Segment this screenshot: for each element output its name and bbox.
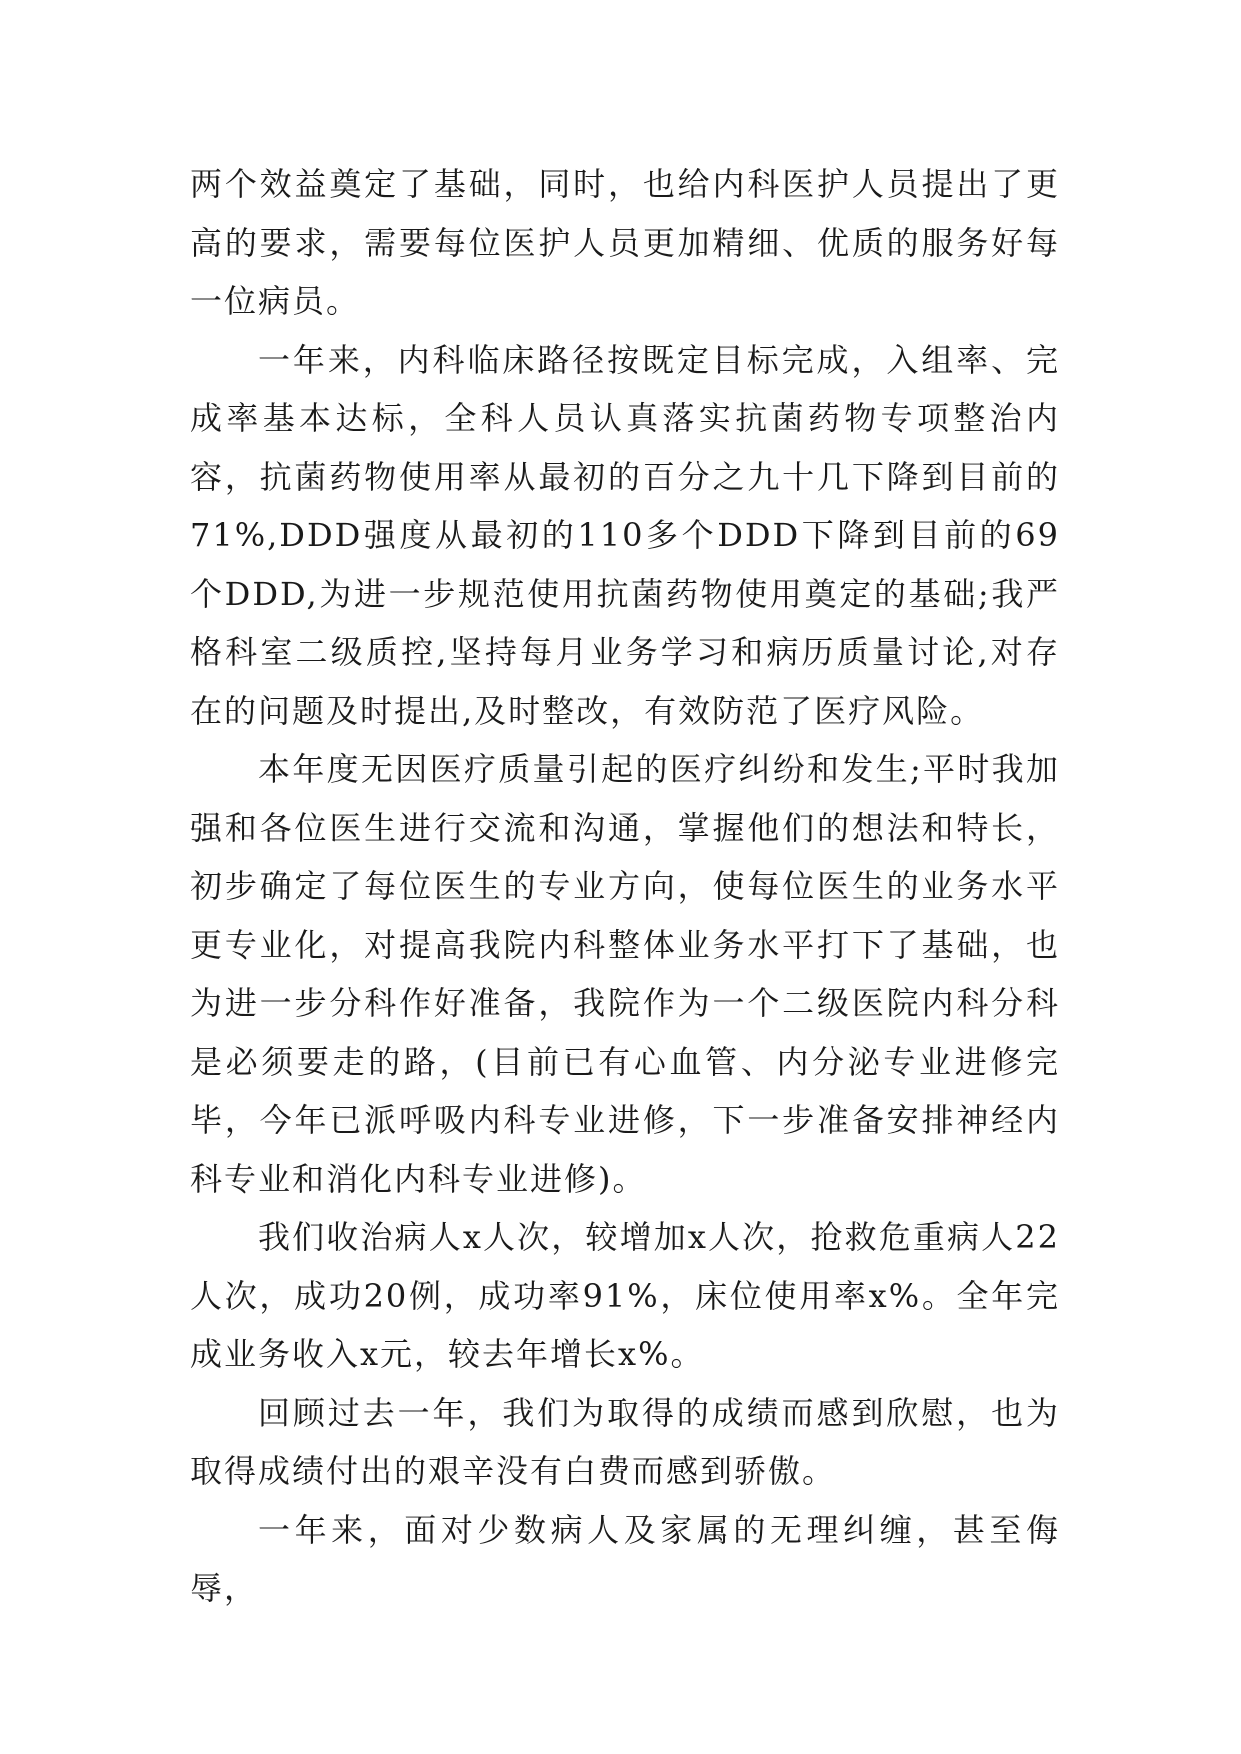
paragraph-statistics: 我们收治病人x人次，较增加x人次，抢救危重病人22人次，成功20例，成功率91%，床位使用率x%。全年完成业务收入x元，较去年增长x%。 — [190, 1218, 1060, 1373]
paragraph-closing-fragment: 一年来，面对少数病人及家属的无理纠缠，甚至侮辱， — [190, 1510, 1060, 1607]
paragraph-review: 回顾过去一年，我们为取得的成绩而感到欣慰，也为取得成绩付出的艰辛没有白费而感到骄傲。 — [190, 1393, 1060, 1490]
paragraph-medical-quality: 本年度无因医疗质量引起的医疗纠纷和发生;平时我加强和各位医生进行交流和沟通，掌握他们的想法和特长，初步确定了每位医生的专业方向，使每位医生的业务水平更专业化，对提高我院内科整体业务水平打下了基础，也为进一步分科作好准备，我院作为一个二级医院内科分科是必须要走的路，(目前已有心血管、内分泌专业进修完毕，今年已派呼吸内科专业进修，下一步准备安排神经内科专业和消化内科专业进修)。 — [190, 750, 1060, 1198]
document-body — [190, 155, 1060, 1618]
paragraph-continuation: 两个效益奠定了基础，同时，也给内科医护人员提出了更高的要求，需要每位医护人员更加精细、优质的服务好每一位病员。 — [190, 165, 1060, 320]
paragraph-clinical-pathway: 一年来，内科临床路径按既定目标完成，入组率、完成率基本达标，全科人员认真落实抗菌药物专项整治内容，抗菌药物使用率从最初的百分之九十几下降到目前的71%,DDD强度从最初的110多个DDD下降到目前的69个DDD,为进一步规范使用抗菌药物使用奠定的基础;我严格科室二级质控,坚持每月业务学习和病历质量讨论,对存在的问题及时提出,及时整改，有效防范了医疗风险。 — [190, 340, 1060, 730]
